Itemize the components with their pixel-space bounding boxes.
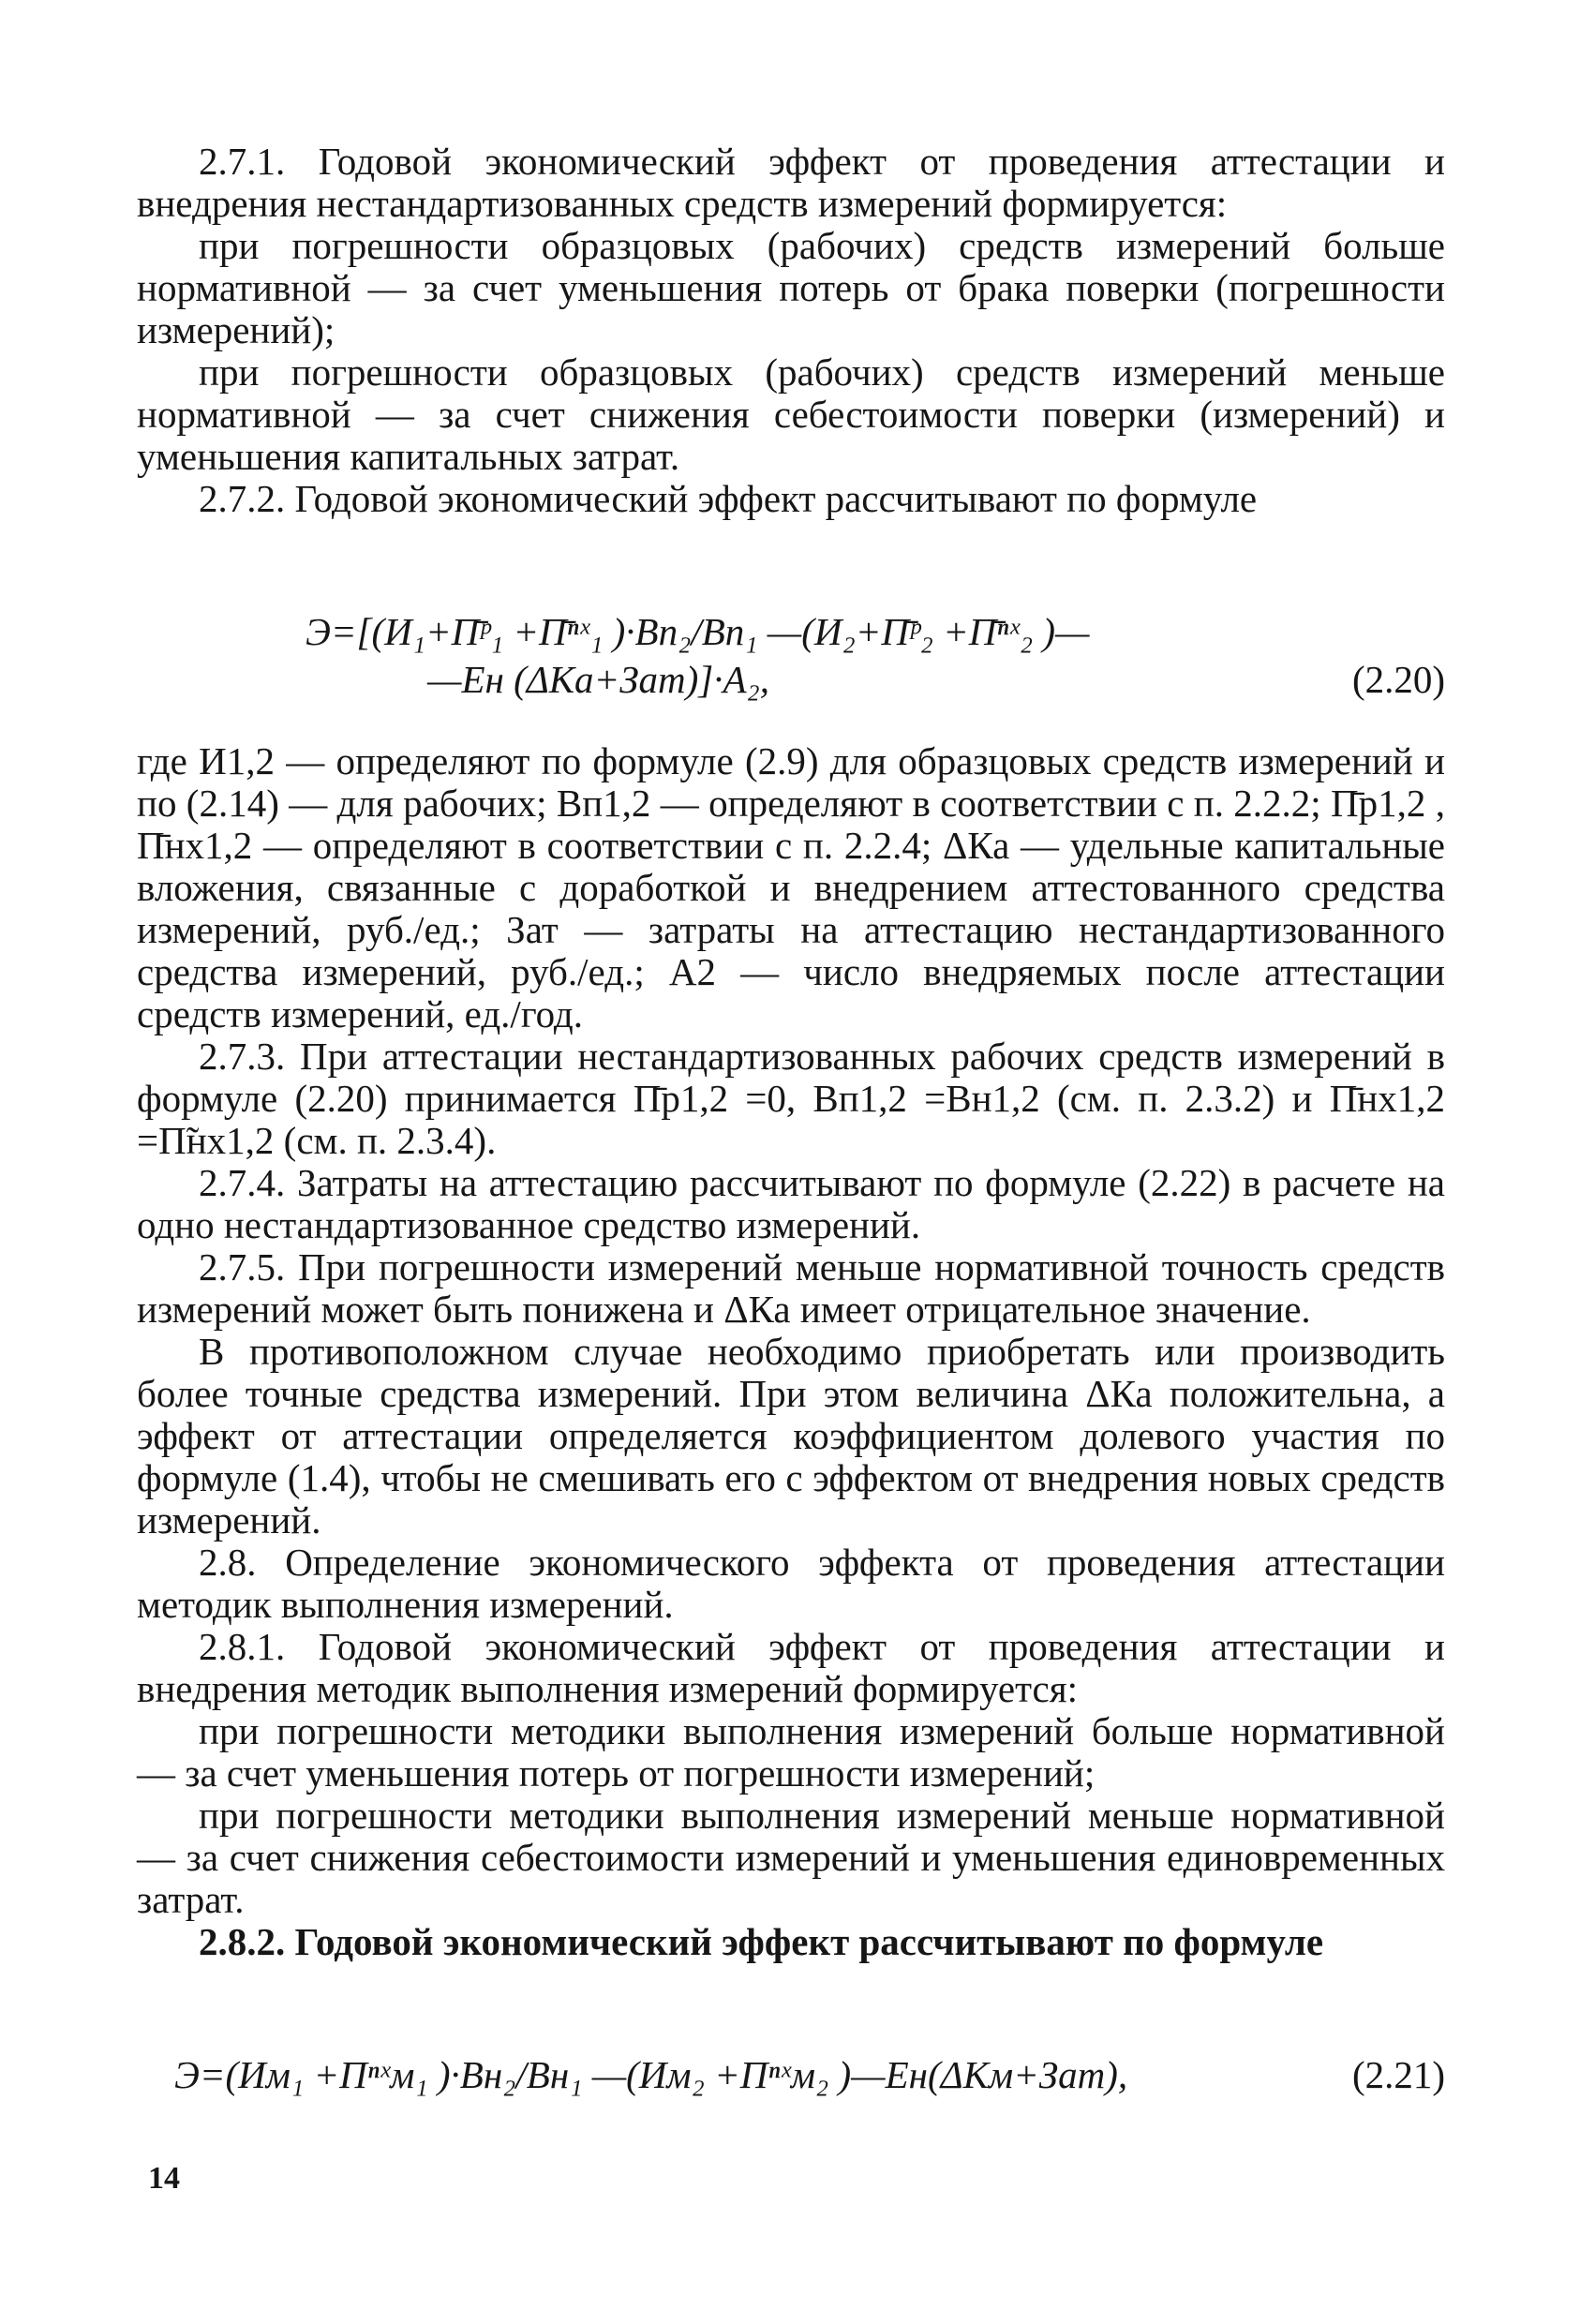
formula-2-21-line1: Э=(Им₁ +Пⁿˣм₁ )·Вн₂/Вн₁ —(Им₂ +Пⁿˣм₂ )—Ен(ΔКм+Зат), xyxy=(174,2053,1128,2096)
paragraph-2-8-2: 2.8.2. Годовой экономический эффект рассчитывают по формуле xyxy=(199,1920,1324,1963)
formula-2-20-line2: —Ен (ΔКа+Зат)]·А₂, xyxy=(427,658,770,701)
formula-2-21 xyxy=(137,2054,1445,2096)
paragraph-2-7-1: 2.7.1. Годовой экономический эффект от проведения аттестации и внедрения нестандартизованных средств измерений формируется: xyxy=(137,140,1445,225)
paragraph-method-smaller-error: при погрешности методики выполнения измерений меньше нормативной — за счет снижения себестоимости измерений и уменьшения единовременных затрат. xyxy=(137,1794,1445,1921)
paragraph-2-8: 2.8. Определение экономического эффекта от проведения аттестации методик выполнения измерений. xyxy=(137,1541,1445,1626)
text-section-top xyxy=(137,141,1445,520)
paragraph-case-smaller-error: при погрешности образцовых (рабочих) средств измерений меньше нормативной — за счет снижения себестоимости поверки (измерений) и уменьшения капитальных затрат. xyxy=(137,350,1445,478)
formula-2-20-line1: Э=[(И₁+П̄ᵖ₁ +П̄ⁿˣ₁ )·Вп₂/Вп₁ —(И₂+П̄ᵖ₂ +П̄ⁿˣ₂ )— xyxy=(306,610,1090,653)
formula-2-20 xyxy=(137,611,1445,701)
text-section-middle xyxy=(137,740,1445,1963)
paragraph-method-larger-error: при погрешности методики выполнения измерений больше нормативной — за счет уменьшения потерь от погрешности измерений; xyxy=(137,1709,1445,1795)
paragraph-case-larger-error: при погрешности образцовых (рабочих) средств измерений больше нормативной — за счет уменьшения потерь от брака поверки (погрешности измерений); xyxy=(137,224,1445,351)
page-number: 14 xyxy=(148,2161,180,2196)
formula-number-2-20: (2.20) xyxy=(1351,658,1445,701)
formula-number-2-21: (2.21) xyxy=(1351,2053,1445,2096)
paragraph-2-7-2: 2.7.2. Годовой экономический эффект рассчитывают по формуле xyxy=(199,477,1258,520)
paragraph-2-7-5: 2.7.5. При погрешности измерений меньше нормативной точность средств измерений может быть понижена и ΔКа имеет отрицательное значение. xyxy=(137,1245,1445,1331)
paragraph-2-8-1: 2.8.1. Годовой экономический эффект от проведения аттестации и внедрения методик выполнения измерений формируется: xyxy=(137,1625,1445,1710)
paragraph-where: где И1,2 — определяют по формуле (2.9) для образцовых средств измерений и по (2.14) — для рабочих; Вп1,2 — определяют в соответствии с п. 2.2.2; П̄р1,2 , П̄нх1,2 — определяют в соответствии с п. 2.2.4; ΔКа — удельные капитальные вложения, связанные с доработкой и внедрением аттестованного средства измерений, руб./ед.; Зат — затраты на аттестацию нестандартизованного средства измерений, руб./ед.; А2 — число внедряемых после аттестации средств измерений, ед./год. xyxy=(137,739,1445,1035)
paragraph-2-7-4: 2.7.4. Затраты на аттестацию рассчитывают по формуле (2.22) в расчете на одно нестандартизованное средство измерений. xyxy=(137,1161,1445,1246)
paragraph-2-7-3: 2.7.3. При аттестации нестандартизованных рабочих средств измерений в формуле (2.20) принимается П̄р1,2 =0, Вп1,2 =Вн1,2 (см. п. 2.3.2) и П̄нх1,2 =П̃нх1,2 (см. п. 2.3.4). xyxy=(137,1035,1445,1162)
paragraph-opposite-case: В противоположном случае необходимо приобретать или производить более точные средства измерений. При этом величина ΔКа положительна, а эффект от аттестации определяется коэффициентом долевого участия по формуле (1.4), чтобы не смешивать его с эффектом от внедрения новых средств измерений. xyxy=(137,1330,1445,1542)
